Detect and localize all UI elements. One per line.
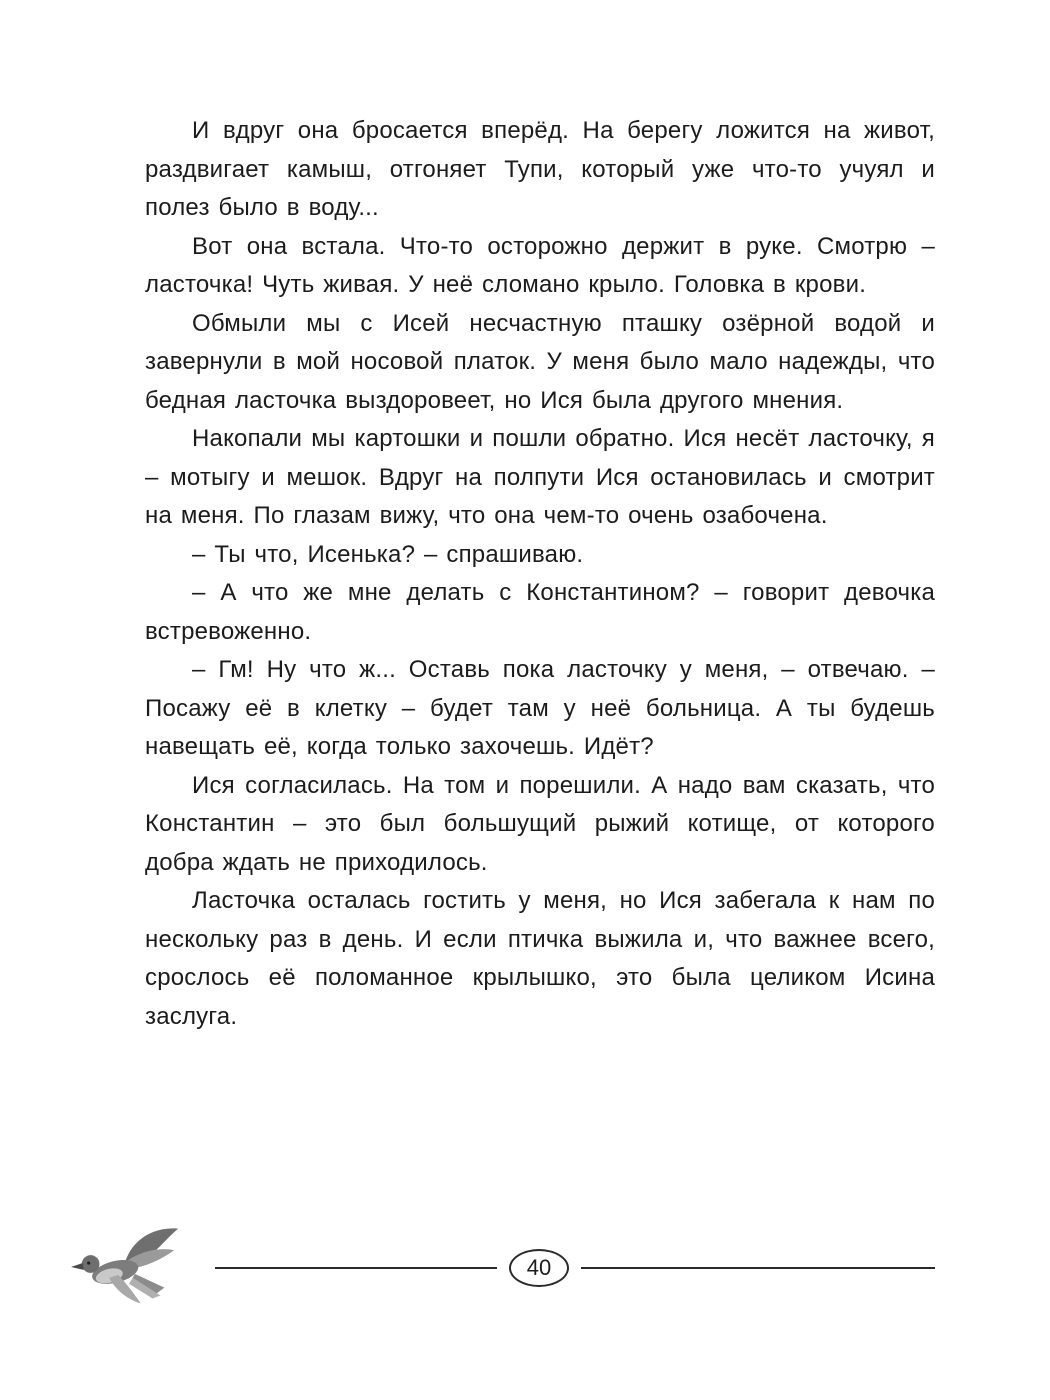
page-number-badge: [509, 1249, 569, 1287]
page-number: 40: [526, 1255, 552, 1280]
text-block: [145, 112, 935, 1036]
flying-bird-icon: [68, 1220, 186, 1312]
paragraph: – Ты что, Исенька? – спрашиваю.: [192, 540, 584, 568]
paragraph: Ися согласилась. На том и порешили. А надо вам сказать, что Константин – это был большущий рыжий котище, от которого добра ждать не приходилось.: [145, 771, 935, 876]
paragraph: И вдруг она бросается вперёд. На берегу ложится на живот, раздвигает камыш, отгоняет Тупи, который уже что-то учуял и полез было в воду...: [145, 117, 935, 221]
paragraph: Накопали мы картошки и пошли обратно. Ися несёт ласточку, я – мотыгу и мешок. Вдруг на полпути Ися остановилась и смотрит на меня. По глазам вижу, что она чем-то очень озабочена.: [145, 425, 935, 529]
footer-rule-left: [215, 1267, 497, 1269]
footer-rule-right: [581, 1267, 935, 1269]
paragraph: Ласточка осталась гостить у меня, но Ися забегала к нам по нескольку раз в день. И если птичка выжила и, что важнее всего, срослось её поломанное крылышко, это была целиком Исина заслуга.: [145, 887, 935, 1030]
page-footer: [215, 1248, 935, 1288]
sparrow-illustration: [68, 1220, 186, 1312]
paragraph: – А что же мне делать с Константином? – говорит девочка встревоженно.: [145, 579, 935, 645]
paragraph: – Гм! Ну что ж... Оставь пока ласточку у меня, – отвечаю. – Посажу её в клетку – будет там у неё больница. А ты будешь навещать её, когда только захочешь. Идёт?: [145, 656, 935, 760]
paragraph: Обмыли мы с Исей несчастную пташку озёрной водой и завернули в мой носовой платок. У меня было мало надежды, что бедная ласточка выздоровеет, но Ися была другого мнения.: [145, 309, 935, 414]
paragraph: Вот она встала. Что-то осторожно держит в руке. Смотрю – ласточка! Чуть живая. У неё сломано крыло. Головка в крови.: [145, 232, 935, 298]
